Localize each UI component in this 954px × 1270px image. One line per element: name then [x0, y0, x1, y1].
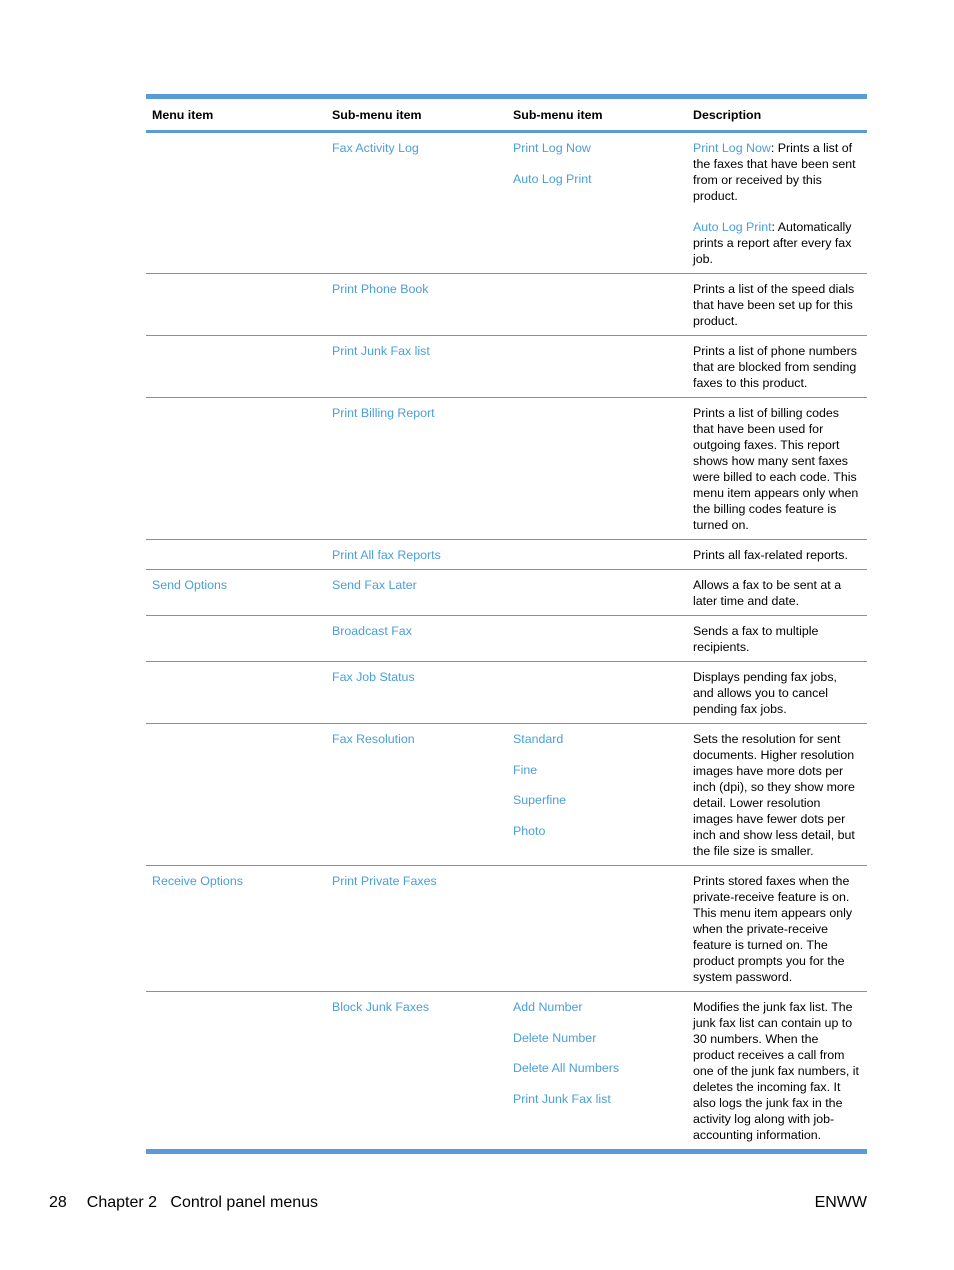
sub-menu-item-cell	[326, 132, 507, 274]
description-cell	[687, 992, 867, 1152]
sub-menu-item-cell	[326, 724, 507, 866]
sub-sub-menu-item-link[interactable]: Add Number	[513, 1000, 583, 1014]
menu-item-cell	[146, 398, 326, 540]
menu-item-cell	[146, 866, 326, 992]
description-cell	[687, 616, 867, 662]
sub-sub-menu-item-link[interactable]: Standard	[513, 732, 564, 746]
description-paragraph	[693, 405, 861, 533]
description-paragraph	[693, 873, 861, 985]
table-row	[146, 540, 867, 570]
description-text: Prints all fax-related reports.	[693, 548, 848, 562]
header-description: Description	[693, 108, 762, 122]
description-paragraph	[693, 623, 861, 655]
table-row	[146, 274, 867, 336]
menu-item-cell	[146, 992, 326, 1152]
description-paragraph	[693, 731, 861, 859]
table-row	[146, 866, 867, 992]
description-text: : Automatically prints a report after every fax job.	[693, 220, 852, 266]
sub-sub-menu-item-cell	[507, 540, 687, 570]
table-row	[146, 570, 867, 616]
sub-menu-item-link[interactable]: Fax Resolution	[332, 732, 415, 746]
description-cell	[687, 274, 867, 336]
menu-item-cell	[146, 570, 326, 616]
description-text: Modifies the junk fax list. The junk fax list can contain up to 30 numbers. When the product receives a call from one of the junk fax numbers, it deletes the incoming fax. It also logs the junk fax in the activity log along with job-accounting information.	[693, 1000, 859, 1142]
sub-menu-item-cell	[326, 540, 507, 570]
sub-sub-menu-item-link[interactable]: Print Log Now	[513, 141, 591, 155]
sub-menu-item-cell	[326, 398, 507, 540]
description-text: Allows a fax to be sent at a later time and date.	[693, 578, 842, 608]
sub-sub-menu-item-cell	[507, 336, 687, 398]
sub-menu-item-link[interactable]: Print Billing Report	[332, 406, 435, 420]
menu-table	[146, 94, 867, 1154]
sub-sub-menu-item-cell	[507, 724, 687, 866]
description-text: Prints a list of phone numbers that are blocked from sending faxes to this product.	[693, 344, 857, 390]
description-paragraph	[693, 999, 861, 1143]
description-paragraph	[693, 140, 861, 204]
description-paragraph	[693, 343, 861, 391]
sub-sub-menu-item-cell	[507, 662, 687, 724]
table-row	[146, 616, 867, 662]
description-cell	[687, 540, 867, 570]
description-link[interactable]: Auto Log Print	[693, 220, 772, 234]
menu-item-cell	[146, 616, 326, 662]
sub-menu-item-cell	[326, 570, 507, 616]
sub-sub-menu-item-link[interactable]: Photo	[513, 823, 546, 838]
sub-sub-menu-item-cell	[507, 132, 687, 274]
table-row	[146, 398, 867, 540]
table-row	[146, 724, 867, 866]
sub-menu-item-link[interactable]: Block Junk Faxes	[332, 1000, 430, 1014]
sub-menu-item-link[interactable]: Fax Activity Log	[332, 141, 419, 155]
sub-menu-item-cell	[326, 866, 507, 992]
description-text: Prints a list of billing codes that have been used for outgoing faxes. This report shows how many sent faxes were billed to each code. This menu item appears only when the billing codes feature is turned on.	[693, 406, 859, 532]
description-cell	[687, 336, 867, 398]
menu-item-link[interactable]: Send Options	[152, 578, 228, 592]
menu-item-cell	[146, 274, 326, 336]
description-cell	[687, 662, 867, 724]
description-cell	[687, 132, 867, 274]
description-text: : Prints a list of the faxes that have been sent from or received by this product.	[693, 141, 856, 203]
sub-menu-item-cell	[326, 992, 507, 1152]
description-text: Prints stored faxes when the private-receive feature is on. This menu item appears only when the private-receive feature is turned on. The product prompts you for the system password.	[693, 874, 853, 984]
chapter-title: Chapter 2 Control panel menus	[86, 1194, 319, 1211]
sub-sub-menu-item-link[interactable]: Delete All Numbers	[513, 1061, 620, 1075]
description-cell	[687, 398, 867, 540]
sub-sub-menu-item-link[interactable]: Delete Number	[513, 1030, 597, 1045]
sub-menu-item-link[interactable]: Print Phone Book	[332, 282, 429, 296]
description-cell	[687, 724, 867, 866]
sub-menu-item-link[interactable]: Send Fax Later	[332, 578, 417, 592]
sub-menu-item-link[interactable]: Fax Job Status	[332, 670, 415, 684]
header-menu-item: Menu item	[152, 108, 214, 122]
sub-sub-menu-item-cell	[507, 992, 687, 1152]
sub-sub-menu-item-link[interactable]: Print Junk Fax list	[513, 1091, 611, 1106]
sub-menu-item-cell	[326, 662, 507, 724]
sub-menu-item-cell	[326, 274, 507, 336]
header-sub-menu-item-2: Sub-menu item	[513, 108, 603, 122]
sub-sub-menu-item-cell	[507, 274, 687, 336]
table-row	[146, 132, 867, 274]
description-text: Displays pending fax jobs, and allows you to cancel pending fax jobs.	[693, 670, 837, 716]
description-text: Prints a list of the speed dials that have been set up for this product.	[693, 282, 855, 328]
table-header-row	[146, 97, 867, 132]
sub-sub-menu-item-cell	[507, 570, 687, 616]
sub-sub-menu-item-cell	[507, 398, 687, 540]
sub-sub-menu-item-cell	[507, 616, 687, 662]
menu-item-cell	[146, 336, 326, 398]
sub-menu-item-cell	[326, 616, 507, 662]
description-paragraph	[693, 577, 861, 609]
sub-menu-item-cell	[326, 336, 507, 398]
description-cell	[687, 570, 867, 616]
sub-sub-menu-item-link[interactable]: Superfine	[513, 793, 567, 807]
table-row	[146, 336, 867, 398]
sub-sub-menu-item-link[interactable]: Fine	[513, 762, 538, 777]
description-cell	[687, 866, 867, 992]
description-paragraph	[693, 281, 861, 329]
sub-menu-item-link[interactable]: Broadcast Fax	[332, 624, 412, 638]
menu-item-cell	[146, 132, 326, 274]
table-row	[146, 992, 867, 1152]
menu-item-cell	[146, 662, 326, 724]
footer-right: ENWW	[814, 1194, 867, 1211]
menu-item-cell	[146, 724, 326, 866]
description-link[interactable]: Print Log Now	[693, 141, 771, 155]
header-sub-menu-item-1: Sub-menu item	[332, 108, 422, 122]
page-number: 28	[49, 1194, 67, 1211]
description-paragraph	[693, 547, 861, 563]
sub-sub-menu-item-cell	[507, 866, 687, 992]
sub-sub-menu-item-link[interactable]: Auto Log Print	[513, 171, 592, 186]
sub-menu-item-link[interactable]: Print Private Faxes	[332, 874, 437, 888]
menu-item-link[interactable]: Receive Options	[152, 874, 243, 888]
sub-menu-item-link[interactable]: Print Junk Fax list	[332, 344, 430, 358]
description-text: Sends a fax to multiple recipients.	[693, 624, 819, 654]
description-paragraph	[693, 219, 861, 267]
table-row	[146, 662, 867, 724]
description-text: Sets the resolution for sent documents. Higher resolution images have more dots per inch (dpi), so they show more detail. Lower resolution images have fewer dots per inch and show less detail, but the file size is smaller.	[693, 732, 855, 858]
description-paragraph	[693, 669, 861, 717]
footer-left	[49, 1193, 318, 1213]
sub-menu-item-link[interactable]: Print All fax Reports	[332, 548, 441, 562]
menu-item-cell	[146, 540, 326, 570]
